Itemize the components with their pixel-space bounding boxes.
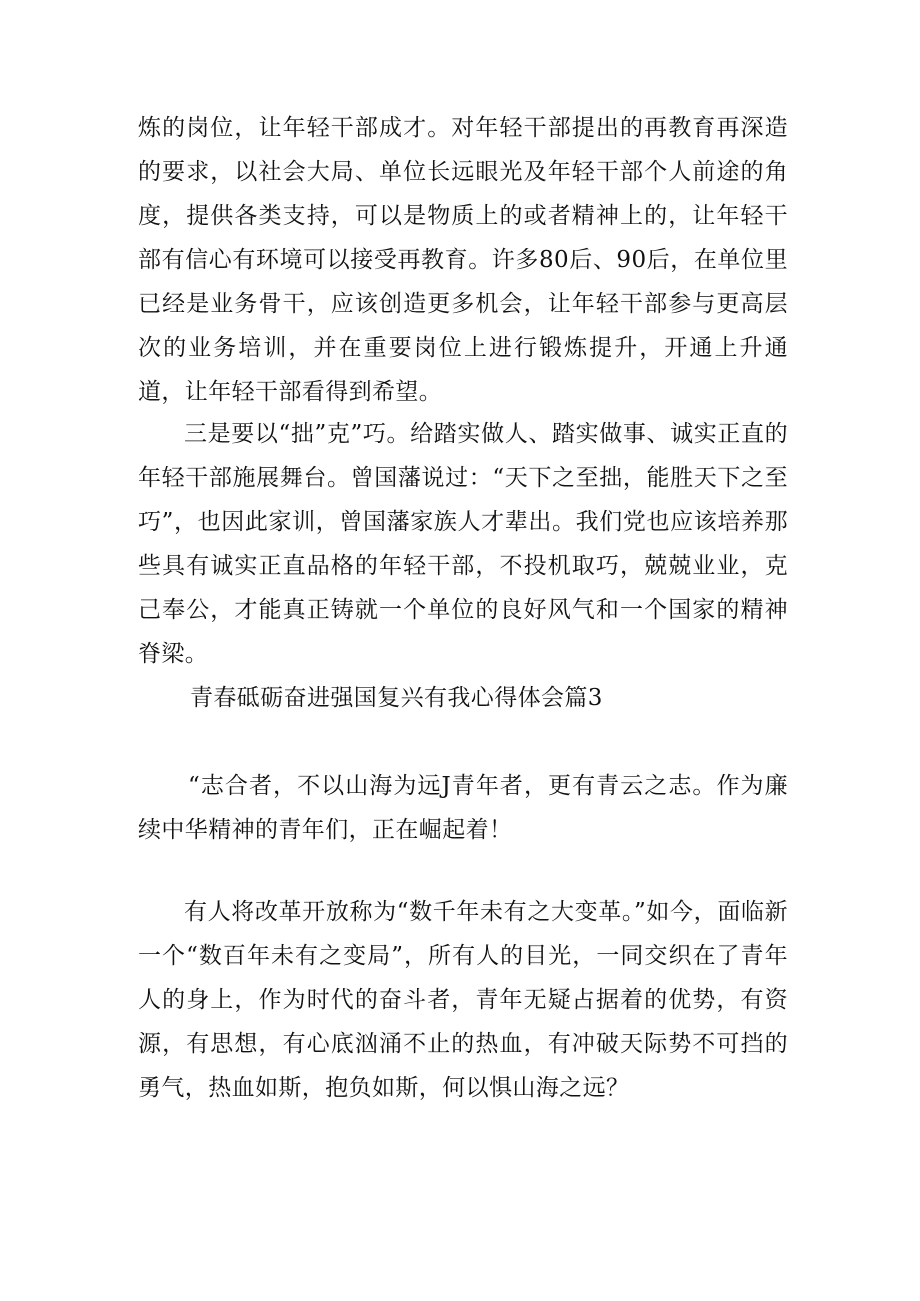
section-heading: 青春砥砺奋进强国复兴有我心得体会篇3 (190, 685, 603, 711)
paragraph-point-three: 三是要以“拙”克”巧。给踏实做人、踏实做事、诚实正直的年轻干部施展舞台。曾国藩说过：“天下之至拙，能胜天下之至巧”，也因此家训，曾国藩家族人才辈出。我们党也应该培养那些具有诚实正直品格的年轻干部，不投机取巧，兢兢业业，克己奉公，才能真正铸就一个单位的良好风气和一个国家的精神脊梁。 (138, 421, 788, 667)
paragraph-continuation: 炼的岗位，让年轻干部成才。对年轻干部提出的再教育再深造的要求，以社会大局、单位长远眼光及年轻干部个人前途的角度，提供各类支持，可以是物质上的或者精神上的，让年轻干部有信心有环境可以接受再教育。许多80后、90后，在单位里已经是业务骨干，应该创造更多机会，让年轻干部参与更高层次的业务培训，并在重要岗位上进行锻炼提升，开通上升通道，让年轻干部看得到希望。 (138, 115, 788, 405)
paragraph-quote-opening: “志合者，不以山海为远J青年者，更有青云之志。作为廉续中华精神的青年们，正在崛起着！ (138, 773, 788, 843)
paragraph-reform-era: 有人将改革开放称为“数千年未有之大变革。”如今，面临新一个“数百年未有之变局”，所有人的目光，一同交织在了青年人的身上，作为时代的奋斗者，青年无疑占据着的优势，有资源，有思想，有心底汹涌不止的热血，有冲破天际势不可挡的勇气，热血如斯，抱负如斯，何以惧山海之远？ (138, 899, 788, 1101)
